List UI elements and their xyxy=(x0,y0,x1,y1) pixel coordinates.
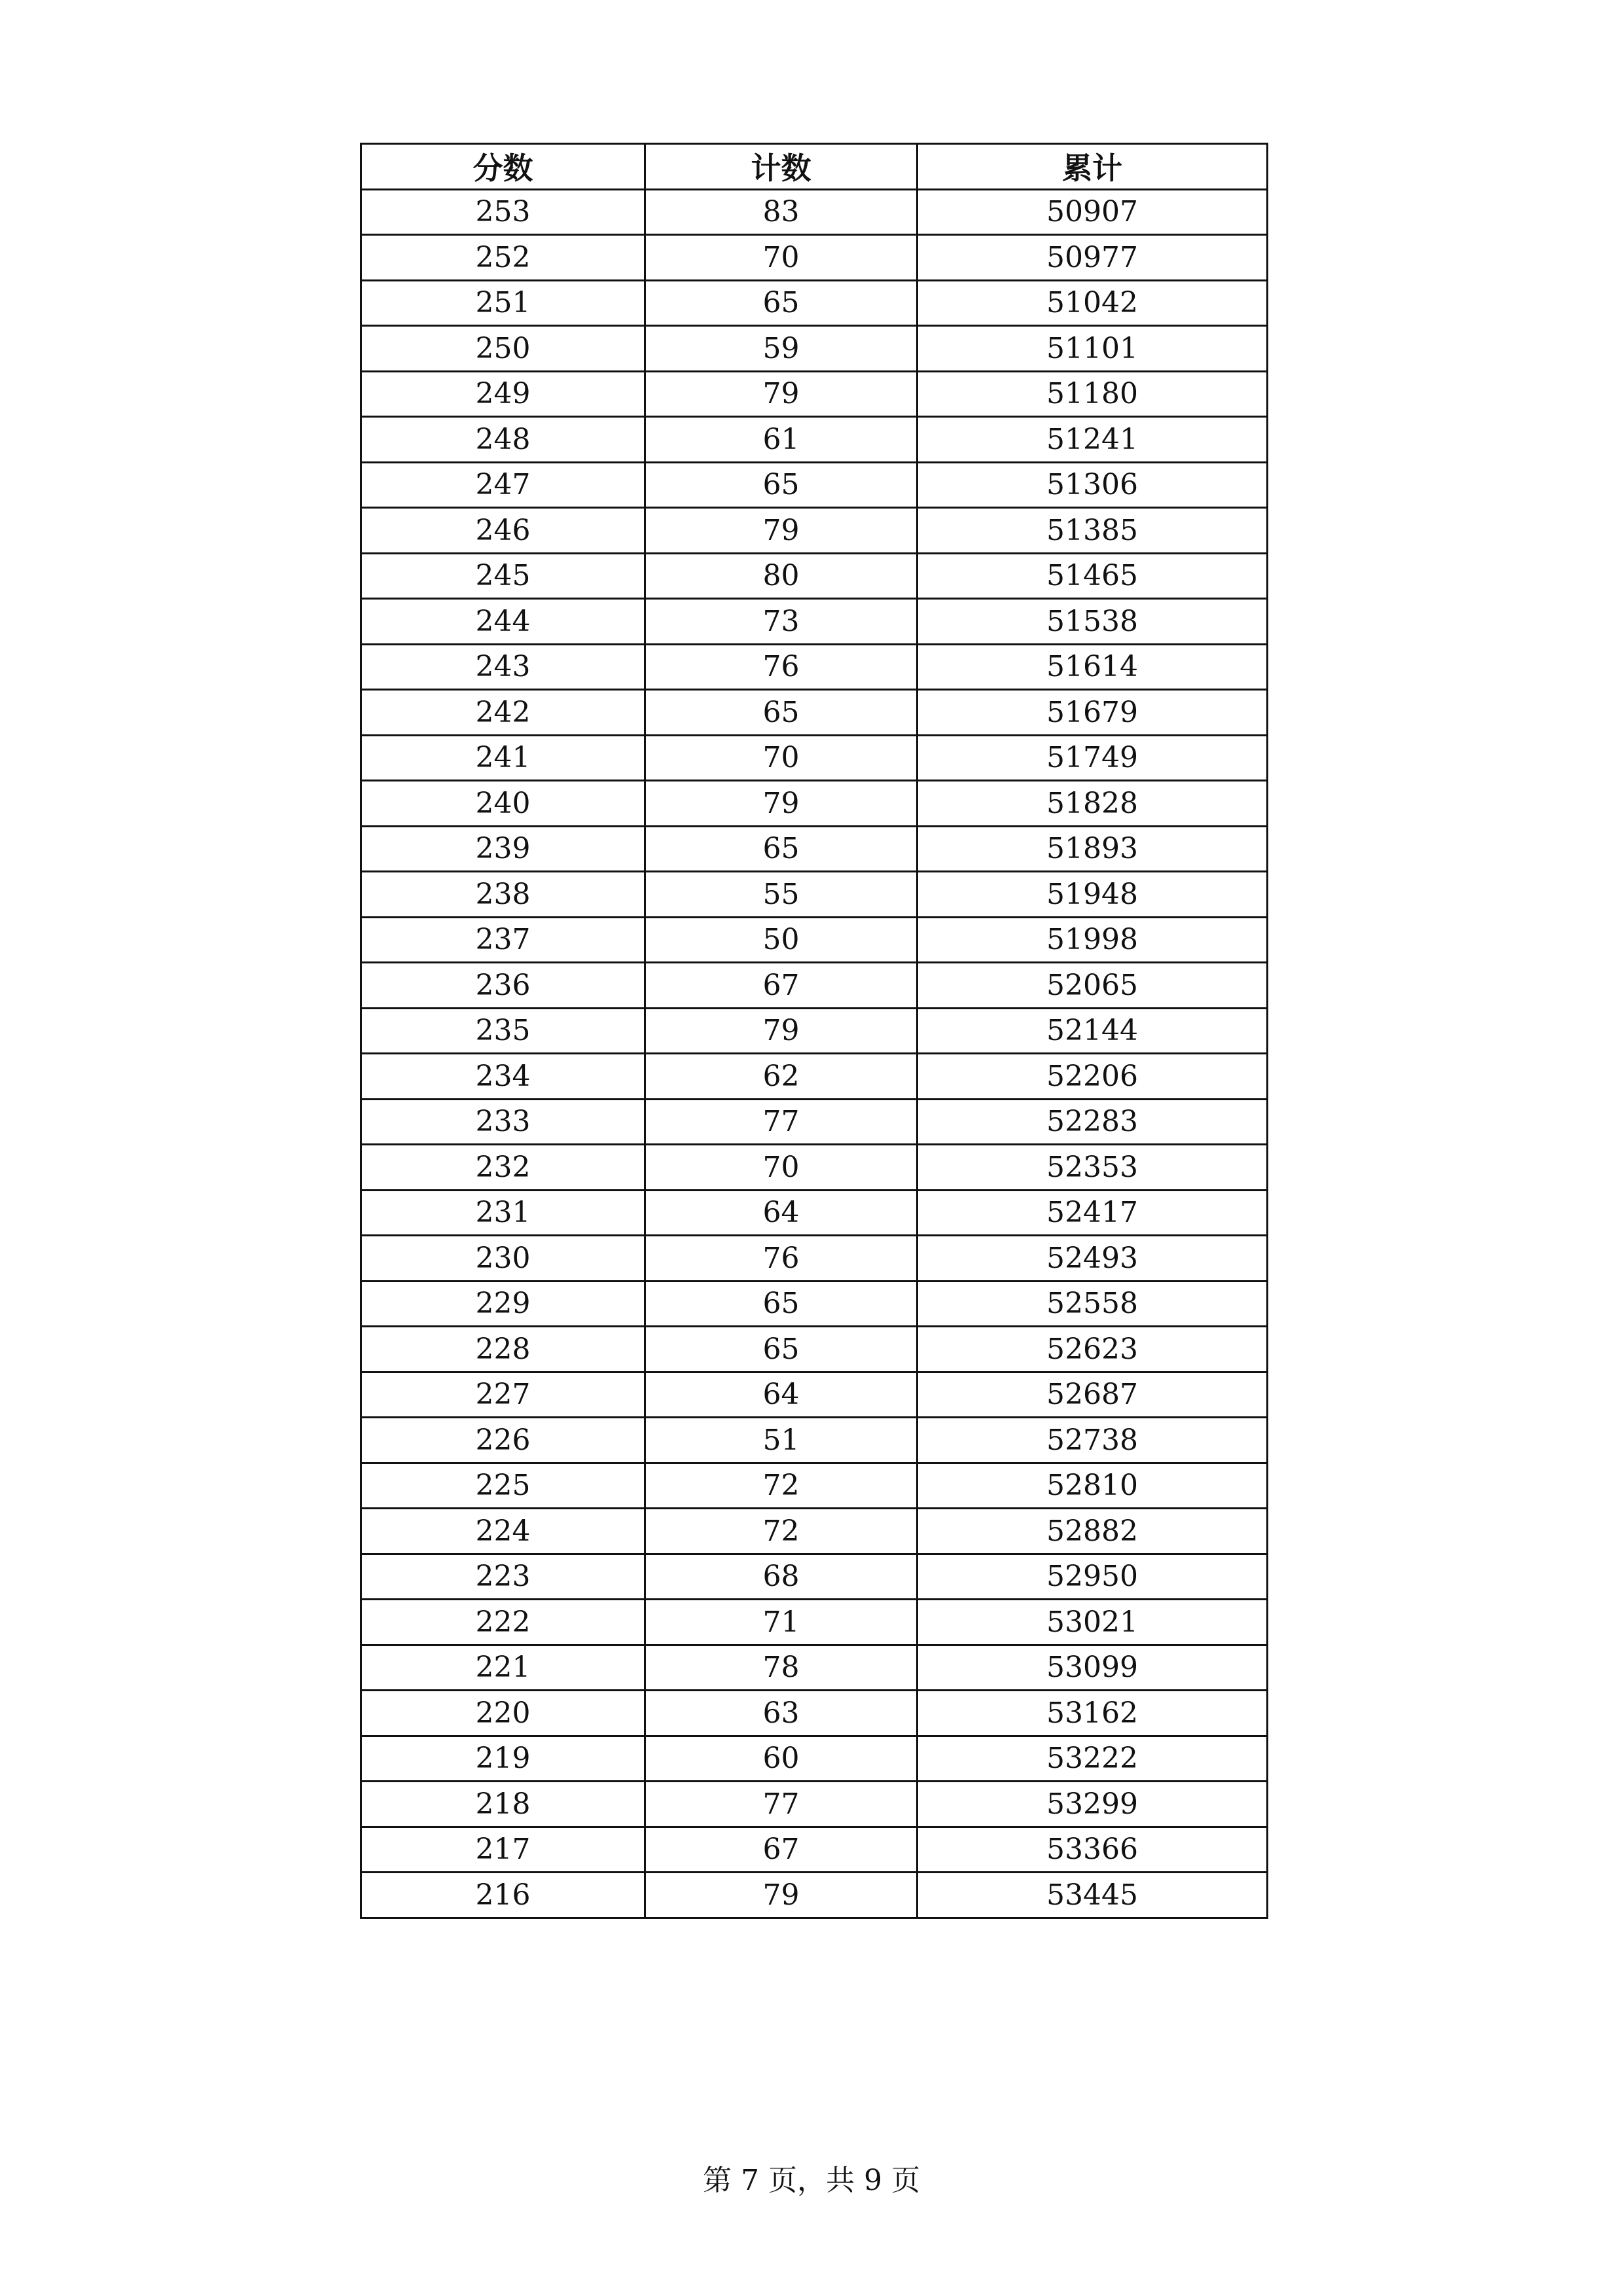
cell-cumulative: 52417 xyxy=(918,1190,1268,1236)
cell-cumulative: 53299 xyxy=(918,1782,1268,1827)
table-row xyxy=(361,189,1268,235)
table-row xyxy=(361,1008,1268,1054)
cell-cumulative: 51180 xyxy=(918,371,1268,417)
cell-score: 228 xyxy=(361,1327,645,1372)
cell-cumulative: 51998 xyxy=(918,917,1268,963)
table-row xyxy=(361,1190,1268,1236)
table-row xyxy=(361,1509,1268,1554)
table-row xyxy=(361,1463,1268,1509)
cell-score: 234 xyxy=(361,1054,645,1100)
cell-count: 80 xyxy=(645,553,918,599)
cell-score: 245 xyxy=(361,553,645,599)
table-row xyxy=(361,235,1268,281)
cell-count: 61 xyxy=(645,417,918,463)
cell-cumulative: 53021 xyxy=(918,1600,1268,1645)
table-row xyxy=(361,1645,1268,1691)
cell-cumulative: 53445 xyxy=(918,1873,1268,1918)
table-header-row xyxy=(361,144,1268,190)
cell-count: 65 xyxy=(645,462,918,508)
cell-score: 229 xyxy=(361,1281,645,1327)
table-row xyxy=(361,963,1268,1009)
cell-cumulative: 52623 xyxy=(918,1327,1268,1372)
table-row xyxy=(361,872,1268,918)
cell-count: 79 xyxy=(645,371,918,417)
cell-score: 250 xyxy=(361,326,645,372)
score-table-container xyxy=(360,143,1266,1919)
cell-score: 244 xyxy=(361,599,645,645)
cell-score: 241 xyxy=(361,735,645,781)
score-table xyxy=(360,143,1268,1919)
cell-cumulative: 52687 xyxy=(918,1372,1268,1418)
table-row xyxy=(361,462,1268,508)
cell-count: 63 xyxy=(645,1691,918,1736)
cell-count: 83 xyxy=(645,189,918,235)
table-row xyxy=(361,1372,1268,1418)
cell-count: 65 xyxy=(645,280,918,326)
table-row xyxy=(361,508,1268,554)
cell-cumulative: 52950 xyxy=(918,1554,1268,1600)
cell-score: 216 xyxy=(361,1873,645,1918)
cell-cumulative: 51241 xyxy=(918,417,1268,463)
cell-count: 55 xyxy=(645,872,918,918)
cell-score: 247 xyxy=(361,462,645,508)
cell-cumulative: 52493 xyxy=(918,1236,1268,1282)
cell-cumulative: 52065 xyxy=(918,963,1268,1009)
cell-score: 226 xyxy=(361,1418,645,1463)
cell-cumulative: 52353 xyxy=(918,1145,1268,1191)
table-row xyxy=(361,1782,1268,1827)
cell-cumulative: 52882 xyxy=(918,1509,1268,1554)
cell-count: 68 xyxy=(645,1554,918,1600)
cell-count: 72 xyxy=(645,1509,918,1554)
cell-score: 235 xyxy=(361,1008,645,1054)
cell-cumulative: 51614 xyxy=(918,644,1268,690)
table-row xyxy=(361,1281,1268,1327)
cell-count: 50 xyxy=(645,917,918,963)
cell-cumulative: 52810 xyxy=(918,1463,1268,1509)
table-row xyxy=(361,1054,1268,1100)
table-row xyxy=(361,553,1268,599)
cell-count: 60 xyxy=(645,1736,918,1782)
cell-cumulative: 52144 xyxy=(918,1008,1268,1054)
cell-cumulative: 52206 xyxy=(918,1054,1268,1100)
cell-count: 70 xyxy=(645,235,918,281)
cell-score: 236 xyxy=(361,963,645,1009)
table-row xyxy=(361,917,1268,963)
cell-cumulative: 51538 xyxy=(918,599,1268,645)
cell-score: 225 xyxy=(361,1463,645,1509)
cell-cumulative: 51306 xyxy=(918,462,1268,508)
header-count: 计数 xyxy=(645,144,918,190)
cell-cumulative: 53222 xyxy=(918,1736,1268,1782)
table-row xyxy=(361,1600,1268,1645)
cell-cumulative: 53099 xyxy=(918,1645,1268,1691)
cell-score: 223 xyxy=(361,1554,645,1600)
cell-count: 65 xyxy=(645,1281,918,1327)
cell-score: 246 xyxy=(361,508,645,554)
cell-cumulative: 51893 xyxy=(918,826,1268,872)
cell-count: 70 xyxy=(645,735,918,781)
page-footer: 第 7 页，共 9 页 xyxy=(703,2164,920,2197)
cell-count: 73 xyxy=(645,599,918,645)
cell-score: 219 xyxy=(361,1736,645,1782)
table-row xyxy=(361,417,1268,463)
cell-score: 237 xyxy=(361,917,645,963)
table-row xyxy=(361,1236,1268,1282)
cell-score: 217 xyxy=(361,1827,645,1873)
cell-score: 220 xyxy=(361,1691,645,1736)
table-row xyxy=(361,644,1268,690)
cell-score: 243 xyxy=(361,644,645,690)
cell-score: 230 xyxy=(361,1236,645,1282)
table-row xyxy=(361,1554,1268,1600)
cell-count: 76 xyxy=(645,644,918,690)
table-row xyxy=(361,826,1268,872)
cell-count: 76 xyxy=(645,1236,918,1282)
cell-count: 78 xyxy=(645,1645,918,1691)
cell-count: 51 xyxy=(645,1418,918,1463)
cell-count: 72 xyxy=(645,1463,918,1509)
cell-count: 70 xyxy=(645,1145,918,1191)
cell-cumulative: 50977 xyxy=(918,235,1268,281)
cell-score: 251 xyxy=(361,280,645,326)
table-row xyxy=(361,781,1268,827)
table-row xyxy=(361,1099,1268,1145)
cell-cumulative: 53366 xyxy=(918,1827,1268,1873)
cell-count: 67 xyxy=(645,963,918,1009)
cell-cumulative: 51042 xyxy=(918,280,1268,326)
cell-count: 64 xyxy=(645,1372,918,1418)
cell-score: 233 xyxy=(361,1099,645,1145)
cell-count: 79 xyxy=(645,508,918,554)
cell-count: 65 xyxy=(645,826,918,872)
cell-score: 249 xyxy=(361,371,645,417)
cell-score: 238 xyxy=(361,872,645,918)
cell-cumulative: 51948 xyxy=(918,872,1268,918)
cell-count: 62 xyxy=(645,1054,918,1100)
cell-count: 67 xyxy=(645,1827,918,1873)
cell-count: 77 xyxy=(645,1099,918,1145)
cell-score: 248 xyxy=(361,417,645,463)
table-row xyxy=(361,1873,1268,1918)
table-row xyxy=(361,280,1268,326)
cell-cumulative: 51385 xyxy=(918,508,1268,554)
cell-score: 253 xyxy=(361,189,645,235)
cell-score: 227 xyxy=(361,1372,645,1418)
table-row xyxy=(361,371,1268,417)
cell-score: 221 xyxy=(361,1645,645,1691)
table-row xyxy=(361,1327,1268,1372)
cell-count: 64 xyxy=(645,1190,918,1236)
cell-count: 77 xyxy=(645,1782,918,1827)
cell-count: 65 xyxy=(645,1327,918,1372)
table-row xyxy=(361,1145,1268,1191)
header-cumulative: 累计 xyxy=(918,144,1268,190)
cell-cumulative: 52738 xyxy=(918,1418,1268,1463)
cell-score: 218 xyxy=(361,1782,645,1827)
table-row xyxy=(361,1418,1268,1463)
table-row xyxy=(361,1736,1268,1782)
table-row xyxy=(361,1827,1268,1873)
cell-score: 224 xyxy=(361,1509,645,1554)
header-score: 分数 xyxy=(361,144,645,190)
cell-count: 59 xyxy=(645,326,918,372)
table-row xyxy=(361,735,1268,781)
table-row xyxy=(361,1691,1268,1736)
table-row xyxy=(361,326,1268,372)
cell-cumulative: 51465 xyxy=(918,553,1268,599)
cell-cumulative: 52283 xyxy=(918,1099,1268,1145)
cell-score: 222 xyxy=(361,1600,645,1645)
cell-cumulative: 53162 xyxy=(918,1691,1268,1736)
cell-cumulative: 52558 xyxy=(918,1281,1268,1327)
cell-score: 231 xyxy=(361,1190,645,1236)
table-row xyxy=(361,599,1268,645)
cell-cumulative: 51679 xyxy=(918,690,1268,736)
cell-cumulative: 50907 xyxy=(918,189,1268,235)
cell-cumulative: 51101 xyxy=(918,326,1268,372)
cell-score: 242 xyxy=(361,690,645,736)
cell-score: 240 xyxy=(361,781,645,827)
cell-count: 65 xyxy=(645,690,918,736)
cell-cumulative: 51828 xyxy=(918,781,1268,827)
cell-count: 79 xyxy=(645,1008,918,1054)
cell-count: 79 xyxy=(645,1873,918,1918)
table-row xyxy=(361,690,1268,736)
cell-score: 252 xyxy=(361,235,645,281)
cell-count: 79 xyxy=(645,781,918,827)
cell-score: 239 xyxy=(361,826,645,872)
cell-cumulative: 51749 xyxy=(918,735,1268,781)
cell-score: 232 xyxy=(361,1145,645,1191)
cell-count: 71 xyxy=(645,1600,918,1645)
